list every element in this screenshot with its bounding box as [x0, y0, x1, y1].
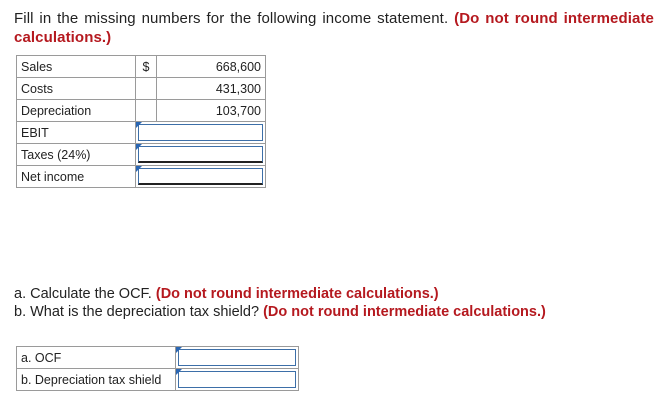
input-marker-icon [136, 166, 142, 172]
income-statement-table [16, 55, 266, 188]
question-b [14, 303, 546, 321]
table-row [17, 347, 299, 369]
ebit-input[interactable] [138, 124, 263, 141]
taxes-cell [136, 144, 266, 166]
row-label-costs: Costs [17, 78, 136, 100]
answer-label-tax-shield: b. Depreciation tax shield [17, 369, 176, 391]
answers-table [16, 346, 299, 391]
input-marker-icon [136, 144, 142, 150]
table-row [17, 78, 266, 100]
row-label-taxes: Taxes (24%) [17, 144, 136, 166]
table-row [17, 56, 266, 78]
row-label-sales: Sales [17, 56, 136, 78]
table-row [17, 369, 299, 391]
question-b-note: (Do not round intermediate calculations.) [263, 304, 546, 320]
net-income-input[interactable] [138, 168, 263, 185]
table-row [17, 166, 266, 188]
currency-symbol: $ [136, 56, 157, 78]
tax-shield-cell [176, 369, 299, 391]
input-marker-icon [176, 347, 182, 353]
question-a [14, 285, 546, 303]
table-row [17, 144, 266, 166]
table-row [17, 122, 266, 144]
table-row [17, 100, 266, 122]
question-a-text: a. Calculate the OCF. [14, 286, 152, 302]
input-marker-icon [176, 369, 182, 375]
ebit-cell [136, 122, 266, 144]
ocf-input[interactable] [178, 349, 296, 366]
input-marker-icon [136, 122, 142, 128]
row-label-ebit: EBIT [17, 122, 136, 144]
row-label-net-income: Net income [17, 166, 136, 188]
instructions-note: (Do not round intermediate calculations.) [14, 10, 654, 46]
instructions-text: Fill in the missing numbers for the following income statement. [14, 10, 449, 27]
currency-cell [136, 100, 157, 122]
currency-cell [136, 78, 157, 100]
costs-value: 431,300 [157, 78, 266, 100]
taxes-input[interactable] [138, 146, 263, 163]
net-income-cell [136, 166, 266, 188]
instructions [14, 9, 654, 47]
ocf-cell [176, 347, 299, 369]
sales-value: 668,600 [157, 56, 266, 78]
question-a-note: (Do not round intermediate calculations.) [155, 286, 439, 302]
answer-label-ocf: a. OCF [17, 347, 176, 369]
tax-shield-input[interactable] [178, 371, 296, 388]
question-b-text: b. What is the depreciation tax shield? [14, 304, 260, 320]
depreciation-value: 103,700 [157, 100, 266, 122]
row-label-depreciation: Depreciation [17, 100, 136, 122]
questions [14, 285, 546, 321]
